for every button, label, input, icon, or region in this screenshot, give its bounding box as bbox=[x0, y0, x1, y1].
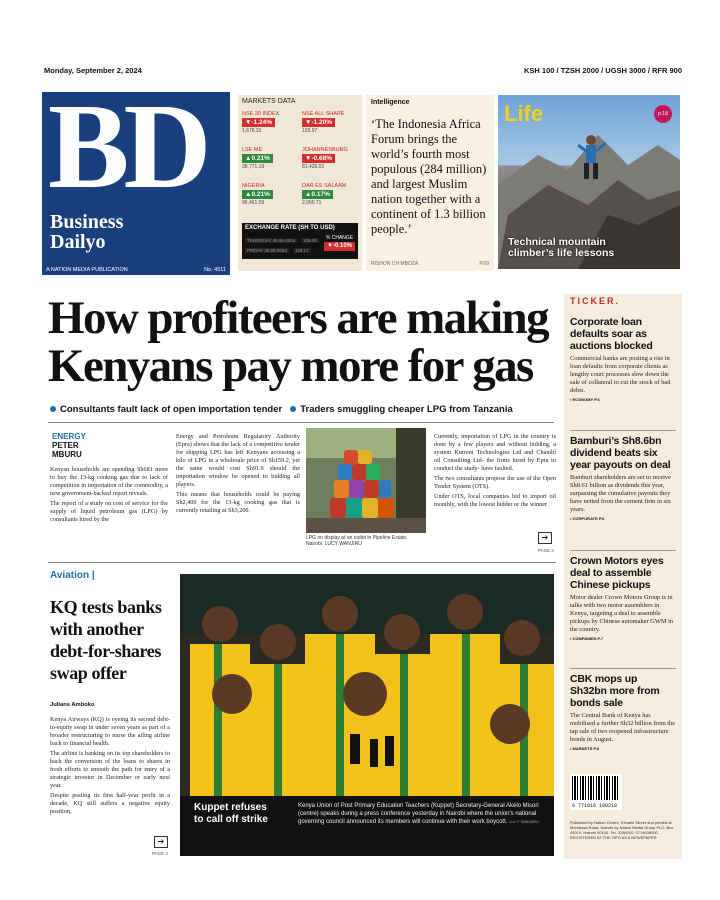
intelligence-quote: ‘The Indonesia Africa Forum brings the world’s fourth most populous (284 million) and largest Muslim nation together with a continent of 1.3 billion people.’ bbox=[371, 117, 487, 236]
business-daily-logo bbox=[42, 79, 230, 275]
gas-photo-caption: LPG on display at an outlet in Pipeline Estate, Nairobi. LUCY WANJIRU bbox=[306, 535, 408, 547]
logo-name-line2: Dailyo bbox=[50, 231, 106, 253]
market-cell bbox=[242, 111, 298, 143]
top-line bbox=[44, 66, 682, 80]
market-value: 103.97 bbox=[302, 128, 318, 134]
life-caption bbox=[508, 237, 614, 259]
ticker-item[interactable] bbox=[570, 435, 676, 521]
market-value: 1,678.31 bbox=[242, 128, 262, 134]
market-name: NIGERIA bbox=[242, 183, 265, 189]
market-change-down: ▼-1.20% bbox=[302, 118, 335, 127]
lead-column-4 bbox=[434, 433, 556, 511]
intelligence-box bbox=[366, 95, 494, 271]
photo-credit: LUCY WANJIRU bbox=[509, 819, 539, 824]
ticker-body: The Central Bank of Kenya has mobilised a further Sh32 billion from the tap sale of two reopened infrastructure bonds in August. bbox=[570, 712, 676, 743]
kuppet-photo-caption bbox=[298, 802, 546, 826]
divider bbox=[570, 668, 676, 669]
kq-paragraph: Despite posting its first half-year profit in a decade, KQ still suffers a negative equity position, bbox=[50, 792, 170, 815]
life-section-word: Life bbox=[504, 101, 544, 126]
bullet-dot-icon bbox=[50, 406, 56, 412]
lead-paragraph: The two consultants propose the use of the Open Tender System (OTS). bbox=[434, 475, 556, 490]
divider bbox=[570, 430, 676, 431]
market-cell bbox=[242, 183, 298, 215]
ticker-column bbox=[564, 294, 682, 859]
market-change-up: ▲0.21% bbox=[242, 154, 273, 163]
kq-jump-page: PAGE 4 bbox=[152, 851, 168, 856]
lead-deck-1-text: Consultants fault lack of open importation tender bbox=[60, 404, 283, 415]
kq-headline[interactable]: KQ tests banks with another debt-for-shares swap offer bbox=[50, 597, 162, 683]
market-change: -1.24% bbox=[251, 119, 273, 126]
market-cell bbox=[302, 183, 358, 215]
intelligence-page: P.09 bbox=[479, 261, 489, 267]
life-promo[interactable] bbox=[498, 95, 680, 269]
gas-cylinders-photo bbox=[306, 428, 426, 533]
kq-paragraph: Kenya Airways (KQ) is eyeing its second debt-to-equity swap in under seven years as part of a broader restructuring to nurse the ailing airline back to financial health. bbox=[50, 716, 170, 747]
ticker-headline: Bamburi’s Sh8.6bn dividend beats six year payouts on deal bbox=[570, 435, 671, 471]
fx-change bbox=[324, 235, 355, 251]
kuppet-headline bbox=[194, 802, 268, 826]
lead-author-first: PETER bbox=[52, 441, 79, 450]
fx-change-pill: ▼-0.10% bbox=[324, 242, 355, 251]
market-change-up: ▲0.21% bbox=[242, 190, 273, 199]
ticker-body: Commercial banks are posting a rise in loan defaults from corporate clients as lengthy court processes slow down the sale of collateral to cut the stock of bad debts. bbox=[570, 355, 671, 394]
fx-value: 129.17 bbox=[294, 248, 309, 253]
kuppet-headline-line2: to call off strike bbox=[194, 814, 268, 825]
lead-jump-page: PAGE 3 bbox=[538, 548, 554, 553]
lead-byline bbox=[52, 432, 86, 459]
issue-date: Monday, September 2, 2024 bbox=[44, 66, 142, 75]
market-name: JOHANNESBURG bbox=[302, 147, 348, 153]
lead-deck-2 bbox=[290, 404, 513, 415]
ticker-page: • COMPANIES P.7 bbox=[570, 636, 604, 641]
market-change: 0.17% bbox=[311, 191, 330, 198]
intelligence-byline: RISHON CH MBOZA bbox=[371, 261, 419, 267]
market-value: 2,060.71 bbox=[302, 200, 322, 206]
gas-cylinders-illustration bbox=[306, 428, 426, 533]
life-page-tag: p.18 bbox=[654, 105, 672, 123]
ticker-item[interactable] bbox=[570, 316, 676, 402]
lead-column-1 bbox=[50, 466, 168, 526]
kuppet-caption-text: Kenya Union of Post Primary Education Teachers (Kuppet) Secretary-General Akelo Misori (centre) speaks during a press conference yesterday in Nairobi where the union’s national governing council announced its members will continue with their work boycott. bbox=[298, 803, 539, 825]
exchange-rate-row bbox=[245, 248, 311, 253]
market-name: LSE ME bbox=[242, 147, 263, 153]
lead-paragraph: Kenyan households are spending Sh681 more to buy the 13-kg cooking gas due to lack of competition in importation of the commodity, a new government-backed report reveals. bbox=[50, 466, 168, 497]
lead-paragraph: The report of a study on cost of service for the supply of liquid petroleum gas (LPG) by consultants hired by the bbox=[50, 500, 168, 523]
fx-date: THURSDAY 29.08.2024 bbox=[247, 238, 296, 243]
aviation-section-label: Aviation | bbox=[50, 570, 95, 581]
divider bbox=[570, 550, 676, 551]
cover-prices: KSH 100 / TZSH 2000 / UGSH 3000 / RFR 900 bbox=[524, 66, 682, 75]
ticker-headline: Crown Motors eyes deal to assemble Chinese pickups bbox=[570, 555, 664, 591]
markets-title: MARKETS DATA bbox=[242, 98, 296, 105]
market-change: -0.68% bbox=[311, 155, 333, 162]
market-change-down: ▼-0.68% bbox=[302, 154, 335, 163]
ticker-page: • ECONOMY P.6 bbox=[570, 397, 600, 402]
lead-paragraph: Currently, importation of LPG in the country is done by a few players and without bidding, a system Kurrent Technologies Ltd and Chambl oil Consulting Ltd- the firms hired by Epra to conduct the study- have faulted. bbox=[434, 433, 556, 472]
ticker-item[interactable] bbox=[570, 555, 676, 641]
imprint-text: Published by Nation Centre, Kimathi Street and printed at Mombasa Road, Nairobi by Nation Media Group PLC, Box 49010, Nairobi 00100. Tel. 3288000, 0719038000. REGISTERED AT THE GPO AS A NEWSPAPER bbox=[570, 820, 674, 840]
market-value: 96,461.09 bbox=[242, 200, 265, 206]
lead-paragraph: Under OTS, local companies bid to import oil monthly, with the lowest bidder or the winner bbox=[434, 493, 556, 508]
lead-paragraph: This means that households could be paying Sh2,400 for the 13-kg cooking gas that is currently retailing at Sh3,200. bbox=[176, 491, 300, 514]
ticker-item[interactable] bbox=[570, 673, 676, 751]
market-name: DAR ES SALAAM bbox=[302, 183, 347, 189]
kuppet-headline-line1: Kuppet refuses bbox=[194, 802, 267, 813]
bullet-dot-icon bbox=[290, 406, 296, 412]
fx-value: 129.00 bbox=[303, 238, 317, 243]
barcode-number: 9 771016 100218 bbox=[572, 803, 618, 809]
barcode-bars bbox=[572, 776, 620, 800]
market-cell bbox=[242, 147, 298, 179]
kq-byline: Julians Amboko bbox=[50, 702, 95, 708]
lead-headline[interactable]: How profiteers are making Kenyans pay more for gas bbox=[48, 292, 548, 392]
fx-date: FRIDAY 30.08.2024 bbox=[247, 248, 287, 253]
ticker-page: • CORPORATE P.6 bbox=[570, 516, 605, 521]
exchange-rate-box bbox=[242, 223, 358, 259]
divider bbox=[48, 422, 554, 423]
fx-change-value: -0.10% bbox=[332, 243, 352, 249]
exchange-rate-row bbox=[245, 238, 319, 243]
logo-name-line1: Business bbox=[50, 211, 124, 233]
lead-deck-1 bbox=[50, 404, 282, 415]
lead-deck-2-text: Traders smuggling cheaper LPG from Tanzania bbox=[300, 404, 513, 415]
logo-initials: BD bbox=[48, 79, 206, 214]
publisher-line: A NATION MEDIA PUBLICATION bbox=[46, 267, 128, 273]
fx-change-label: % CHANGE bbox=[325, 235, 354, 241]
market-cell bbox=[302, 111, 358, 143]
logo-name bbox=[50, 212, 123, 252]
ticker-page: • MARKETS P.8 bbox=[570, 746, 599, 751]
market-change: -1.20% bbox=[311, 119, 333, 126]
lead-paragraph: Energy and Petroleum Regulatory Authority (Epra) shows that the lack of a competitive tender for shipping LPG has left Kenyans accessing a kilo of LPG in a wholesale price of Sh159.2, yet the same would cost Sh91.9 should the importation window be opened to bidding all players. bbox=[176, 433, 300, 488]
market-change: 0.21% bbox=[251, 191, 270, 198]
divider bbox=[48, 562, 556, 563]
lead-author-last: MBURU bbox=[52, 450, 82, 459]
life-caption-line1: Technical mountain bbox=[508, 236, 606, 248]
market-name: NSE ALL SHARE bbox=[302, 111, 345, 117]
kq-column bbox=[50, 716, 170, 818]
continue-arrow-icon[interactable]: ➔ bbox=[538, 532, 552, 544]
lead-column-2 bbox=[176, 433, 300, 517]
kq-paragraph: The airline is banking on its top shareholders to back the conversion of the loans to shares in fresh efforts to smooth the path for entry of a strategic investor in December or early next year. bbox=[50, 750, 170, 789]
ticker-headline: Corporate loan defaults soar as auctions blocked bbox=[570, 316, 653, 352]
lead-section: ENERGY bbox=[52, 432, 86, 441]
ticker-body: Motor dealer Crown Motors Group is in talks with two motor assemblers in Kenya, targeting a deal to assemble pickups by Chinese automaker GWM in the country. bbox=[570, 594, 674, 633]
ticker-headline: CBK mops up Sh32bn more from bonds sale bbox=[570, 673, 660, 709]
market-name: NSE 20 INDEX bbox=[242, 111, 280, 117]
ticker-title: TICKER. bbox=[570, 296, 620, 306]
market-change: 0.21% bbox=[251, 155, 270, 162]
markets-data-box bbox=[238, 95, 362, 271]
kuppet-press-photo[interactable] bbox=[180, 574, 554, 856]
ticker-body: Bamburi shareholders are set to receive Sh8.61 billion as dividends this year, surpassing the cumulative payouts they have netted from the cement firm in six years. bbox=[570, 474, 671, 513]
exchange-rate-title: EXCHANGE RATE (SH TO USD) bbox=[245, 225, 335, 231]
edition-number: No. 4511 bbox=[204, 267, 226, 273]
market-change-down: ▼-1.24% bbox=[242, 118, 275, 127]
barcode bbox=[570, 774, 622, 810]
lead-decks bbox=[50, 404, 513, 415]
market-cell bbox=[302, 147, 358, 179]
market-value: 38,771.19 bbox=[242, 164, 265, 170]
market-value: 81,426.02 bbox=[302, 164, 325, 170]
market-change-up: ▲0.17% bbox=[302, 190, 333, 199]
life-caption-line2: climber’s life lessons bbox=[508, 247, 615, 259]
intelligence-title: Intelligence bbox=[371, 99, 410, 106]
continue-arrow-icon[interactable]: ➔ bbox=[154, 836, 168, 848]
